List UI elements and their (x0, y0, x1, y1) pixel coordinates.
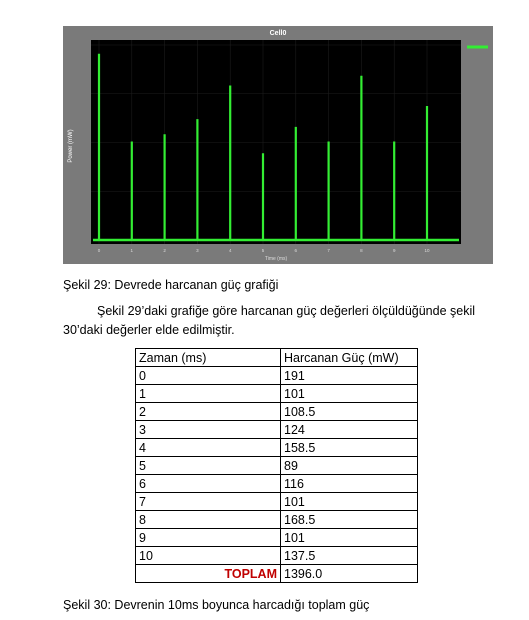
table-row (136, 511, 418, 529)
time-cell: 7 (136, 493, 281, 511)
total-row (136, 565, 418, 583)
header-time: Zaman (ms) (136, 349, 281, 367)
body-paragraph-text: Şekil 29’daki grafiğe göre harcanan güç değerleri ölçüldüğünde şekil 30’daki değerler elde edilmiştir. (63, 304, 476, 337)
figure-30-caption: Şekil 30: Devrenin 10ms boyunca harcadığı toplam güç (63, 598, 370, 612)
plot-area (91, 40, 461, 244)
power-cell: 89 (281, 457, 418, 475)
power-cell: 124 (281, 421, 418, 439)
power-chart-svg (63, 26, 493, 264)
time-cell: 2 (136, 403, 281, 421)
y-axis-label: Power (mW) (68, 129, 74, 163)
time-cell: 0 (136, 367, 281, 385)
x-tick-label: 0 (97, 248, 101, 253)
table-row (136, 439, 418, 457)
x-tick-label: 9 (392, 248, 396, 253)
x-tick-label: 8 (360, 248, 363, 253)
table-row (136, 475, 418, 493)
power-table (135, 348, 418, 583)
table-row (136, 493, 418, 511)
time-cell: 6 (136, 475, 281, 493)
x-tick-label: 10 (424, 248, 430, 253)
power-chart (63, 26, 493, 264)
table-row (136, 367, 418, 385)
power-cell: 101 (281, 493, 418, 511)
x-tick-label: 6 (294, 248, 298, 253)
figure-29-caption: Şekil 29: Devrede harcanan güç grafiği (63, 278, 279, 292)
x-axis-label: Time (ms) (264, 256, 288, 262)
total-value: 1396.0 (281, 565, 418, 583)
header-power: Harcanan Güç (mW) (281, 349, 418, 367)
table-row (136, 529, 418, 547)
power-cell: 108.5 (281, 403, 418, 421)
table-row (136, 457, 418, 475)
power-cell: 137.5 (281, 547, 418, 565)
table-body (136, 367, 418, 565)
power-cell: 116 (281, 475, 418, 493)
x-tick-label: 4 (228, 248, 232, 253)
power-cell: 101 (281, 385, 418, 403)
x-tick-label: 3 (196, 248, 199, 253)
time-cell: 4 (136, 439, 281, 457)
total-label: TOPLAM (136, 565, 281, 583)
x-tick-label: 2 (163, 248, 166, 253)
body-paragraph (63, 302, 493, 340)
x-tick-label: 7 (327, 248, 330, 253)
table-row (136, 547, 418, 565)
x-tick-label: 5 (261, 248, 265, 253)
time-cell: 1 (136, 385, 281, 403)
power-cell: 158.5 (281, 439, 418, 457)
table-row (136, 403, 418, 421)
power-cell: 101 (281, 529, 418, 547)
table-header-row (136, 349, 418, 367)
time-cell: 5 (136, 457, 281, 475)
time-cell: 8 (136, 511, 281, 529)
time-cell: 10 (136, 547, 281, 565)
power-cell: 168.5 (281, 511, 418, 529)
chart-title: Cell0 (269, 30, 287, 37)
table-row (136, 385, 418, 403)
x-tick-label: 1 (130, 248, 134, 253)
power-cell: 191 (281, 367, 418, 385)
table-row (136, 421, 418, 439)
time-cell: 9 (136, 529, 281, 547)
time-cell: 3 (136, 421, 281, 439)
